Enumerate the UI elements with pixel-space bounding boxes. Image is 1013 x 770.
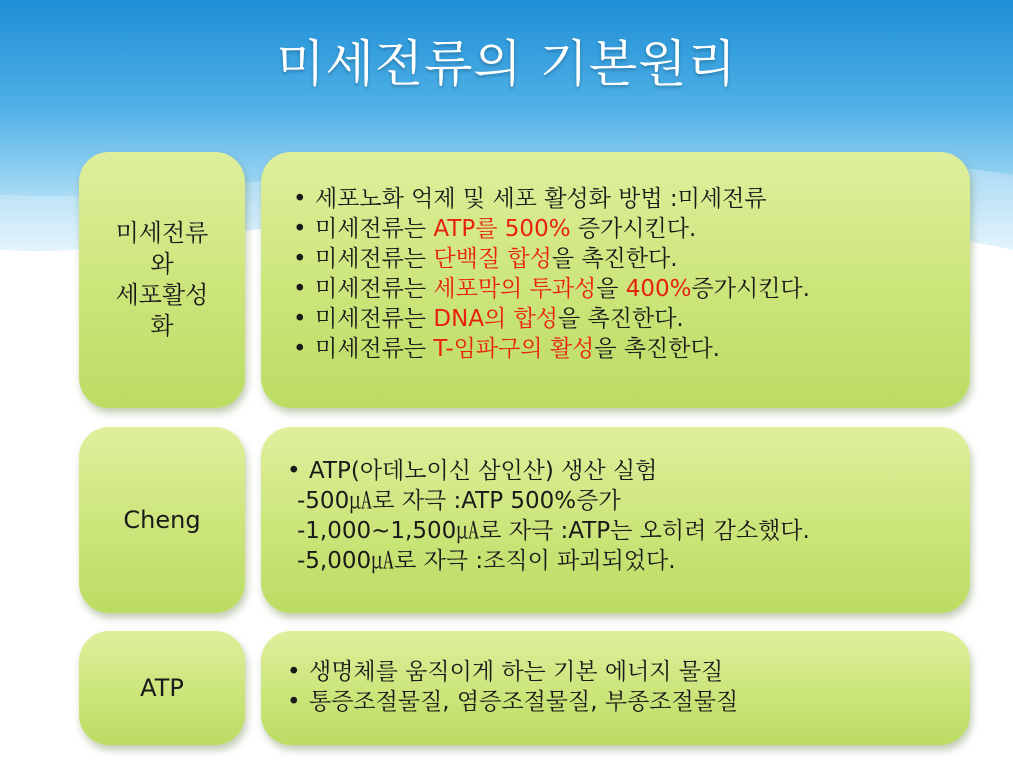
experiment-item: -1,000~1,500㎂로 자극 :ATP는 오히려 감소했다. [297,518,810,544]
bullet-text: 생명체를 움직이게 하는 기본 에너지 물질 [309,659,724,685]
bullet-icon: • [293,246,307,272]
content-box-microcurrent [261,152,970,408]
row-label: 미세전류 와 세포활성 화 [115,219,209,340]
bullet-text: 미세전류는 [315,336,434,362]
row-label: Cheng [123,505,201,534]
bullet-text: 을 촉진한다. [558,306,684,332]
label-box-cheng [79,427,245,613]
highlight-text: T-임파구의 활성 [433,336,595,362]
bullet-text: 을 촉진한다. [551,246,678,272]
experiment-heading: • ATP(아데노이신 삼인산) 생산 실험 [287,458,658,484]
bullet-text: 을 촉진한다. [594,336,720,362]
highlight-text: 400% [625,276,692,302]
highlight-text: 단백질 합성 [433,246,552,272]
experiment-item: -5,000㎂로 자극 :조직이 파괴되었다. [297,548,676,574]
bullet-text: 증가시킨다. [691,276,810,302]
highlight-text: ATP를 500% [433,216,571,242]
highlight-text: 세포막의 투과성 [433,276,597,302]
bullet-icon: • [287,659,301,685]
bullet-item [293,274,810,304]
bullet-text: 세포노화 억제 및 세포 활성화 방법 :미세전류 [315,186,767,212]
highlight-text: DNA의 합성 [433,306,559,332]
bullet-text: 미세전류는 [315,216,434,242]
experiment-item: -500㎂로 자극 :ATP 500%증가 [297,488,621,514]
bullet-icon: • [293,186,307,212]
bullet-icon: • [293,306,307,332]
bullet-text: 증가시킨다. [570,216,697,242]
bullet-item [293,244,810,274]
bullet-list [287,657,738,717]
bullet-text: 통증조절물질, 염증조절물질, 부종조절물질 [309,689,739,715]
bullet-text: 미세전류는 [315,276,434,302]
bullet-list [293,184,810,364]
content-box-cheng [261,427,970,613]
content-box-atp [261,631,970,745]
bullet-icon: • [293,216,307,242]
bullet-text: 을 [596,276,626,302]
bullet-item [293,334,810,364]
bullet-item [287,687,738,717]
label-box-atp [79,631,245,745]
bullet-icon: • [287,458,301,484]
bullet-item [293,184,810,214]
page-title: 미세전류의 기본원리 [276,35,737,93]
bullet-icon: • [293,336,307,362]
bullet-item [293,304,810,334]
row-label: ATP [140,673,184,702]
bullet-icon: • [293,276,307,302]
label-box-microcurrent [79,152,245,408]
bullet-item [287,657,738,687]
bullet-icon: • [287,689,301,715]
bullet-item [293,214,810,244]
bullet-text: 미세전류는 [315,306,434,332]
bullet-text: 미세전류는 [315,246,434,272]
